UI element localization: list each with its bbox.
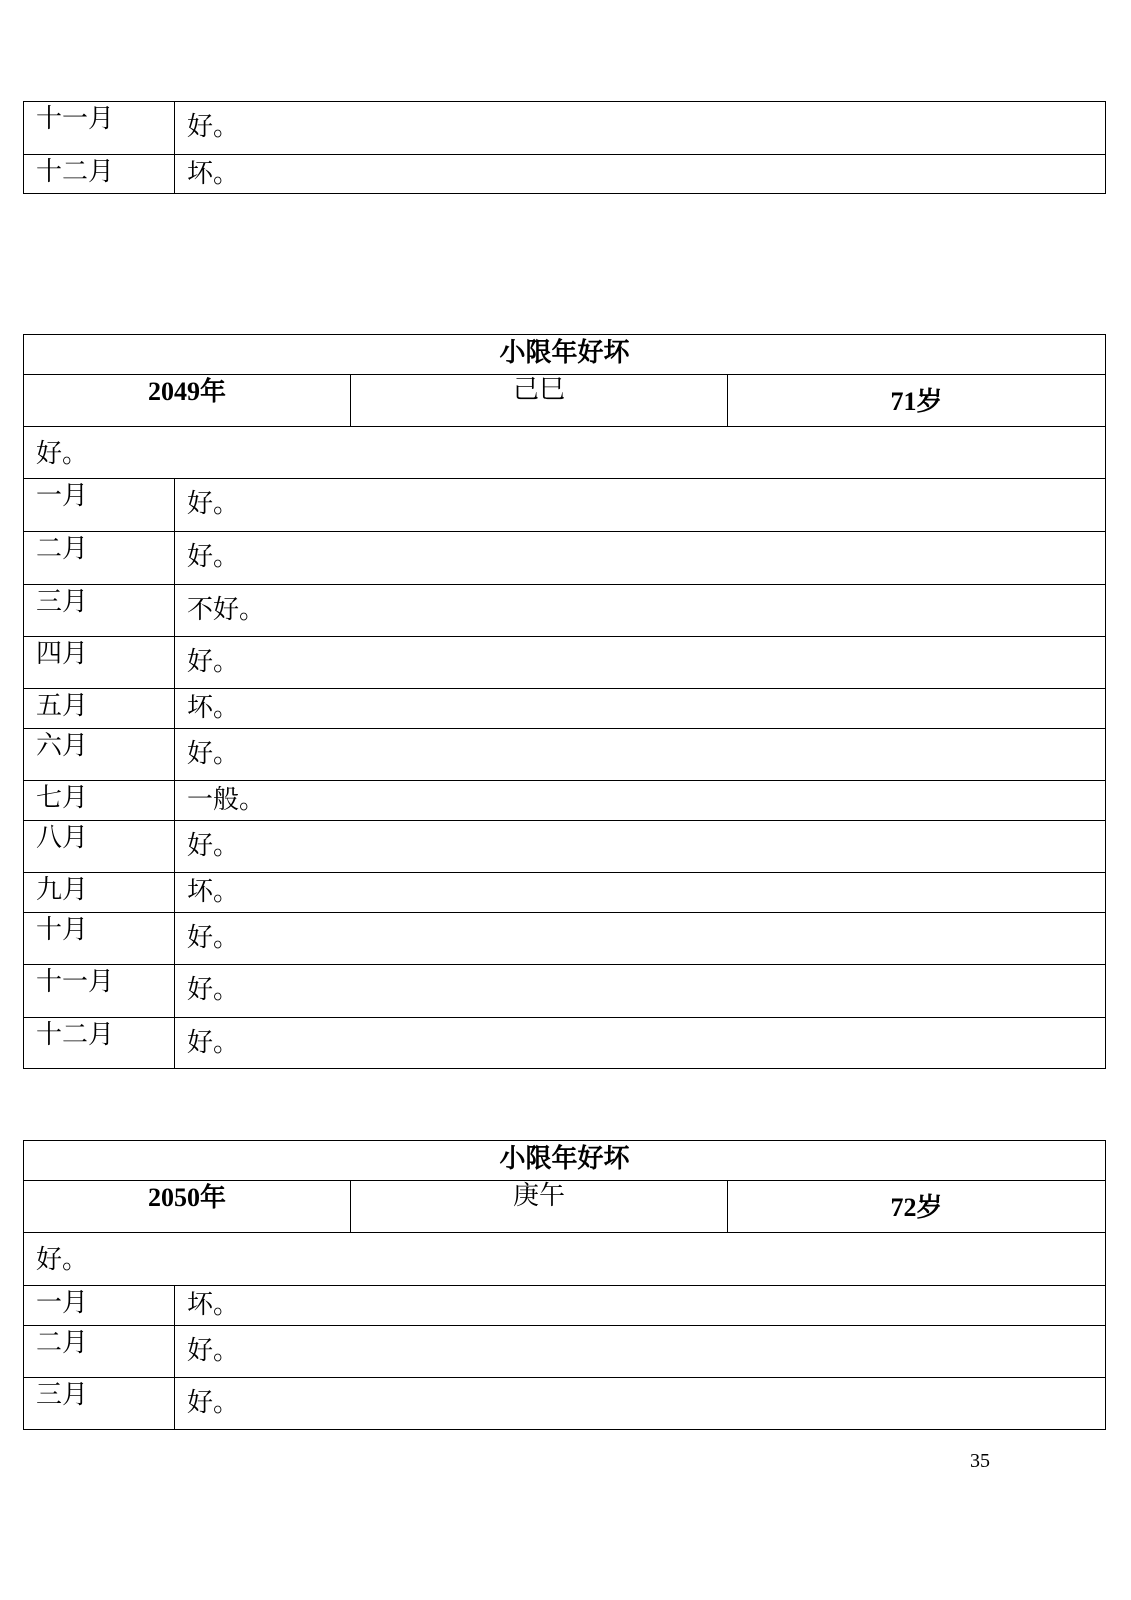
table-row (23, 780, 1106, 820)
month-value: 坏。 (187, 877, 240, 907)
month-label: 十二月 (24, 1018, 175, 1068)
month-label: 五月 (24, 689, 175, 728)
month-value: 坏。 (187, 693, 240, 723)
table-row (23, 872, 1106, 912)
year-summary: 好。 (23, 426, 1106, 478)
table-row (23, 1325, 1106, 1377)
month-value: 好。 (187, 975, 240, 1005)
month-value: 好。 (187, 923, 240, 953)
table-row (23, 531, 1106, 584)
table-row (23, 912, 1106, 964)
month-label: 十一月 (24, 965, 175, 1017)
table-row (23, 154, 1106, 194)
ganzhi-cell: 己巳 (351, 375, 728, 426)
month-label: 二月 (24, 532, 175, 584)
table-row (23, 584, 1106, 636)
page-number: 35 (970, 1450, 990, 1472)
year-summary: 好。 (23, 1232, 1106, 1285)
table-row (23, 1377, 1106, 1430)
month-label: 三月 (24, 585, 175, 636)
table-row (23, 1017, 1106, 1069)
age-cell: 71岁 (890, 387, 943, 416)
month-label: 八月 (24, 821, 175, 872)
month-label: 二月 (24, 1326, 175, 1377)
month-label: 一月 (24, 1286, 175, 1325)
month-label: 七月 (24, 781, 175, 820)
year-cell: 2049年 (24, 375, 351, 426)
year-table-2049 (23, 334, 1106, 1069)
table-row (23, 820, 1106, 872)
month-value: 不好。 (187, 595, 266, 625)
month-label: 十一月 (24, 102, 175, 154)
month-label: 四月 (24, 637, 175, 688)
month-label: 十月 (24, 913, 175, 964)
month-label: 十二月 (24, 155, 175, 193)
month-value: 好。 (187, 1336, 240, 1366)
month-value: 好。 (187, 1388, 240, 1418)
previous-year-table-tail (23, 101, 1106, 194)
month-label: 一月 (24, 479, 175, 531)
age-cell: 72岁 (890, 1193, 943, 1222)
month-value: 坏。 (187, 1290, 240, 1320)
year-header-row (23, 1180, 1106, 1232)
table-row (23, 728, 1106, 780)
month-value: 好。 (187, 489, 240, 519)
year-cell: 2050年 (24, 1181, 351, 1232)
table-title: 小限年好坏 (23, 334, 1106, 374)
table-row (23, 1285, 1106, 1325)
ganzhi-cell: 庚午 (351, 1181, 728, 1232)
table-row (23, 478, 1106, 531)
month-value: 好。 (187, 542, 240, 572)
month-value: 好。 (187, 831, 240, 861)
month-value: 好。 (187, 112, 240, 142)
month-label: 九月 (24, 873, 175, 912)
month-value: 好。 (187, 647, 240, 677)
table-row (23, 964, 1106, 1017)
table-title: 小限年好坏 (23, 1140, 1106, 1180)
month-label: 三月 (24, 1378, 175, 1429)
month-value: 好。 (187, 1028, 240, 1058)
month-value: 好。 (187, 739, 240, 769)
table-row (23, 636, 1106, 688)
month-value: 坏。 (187, 159, 240, 189)
table-row (23, 688, 1106, 728)
month-value: 一般。 (187, 785, 266, 815)
table-row (23, 101, 1106, 154)
year-table-2050 (23, 1140, 1106, 1430)
month-label: 六月 (24, 729, 175, 780)
year-header-row (23, 374, 1106, 426)
